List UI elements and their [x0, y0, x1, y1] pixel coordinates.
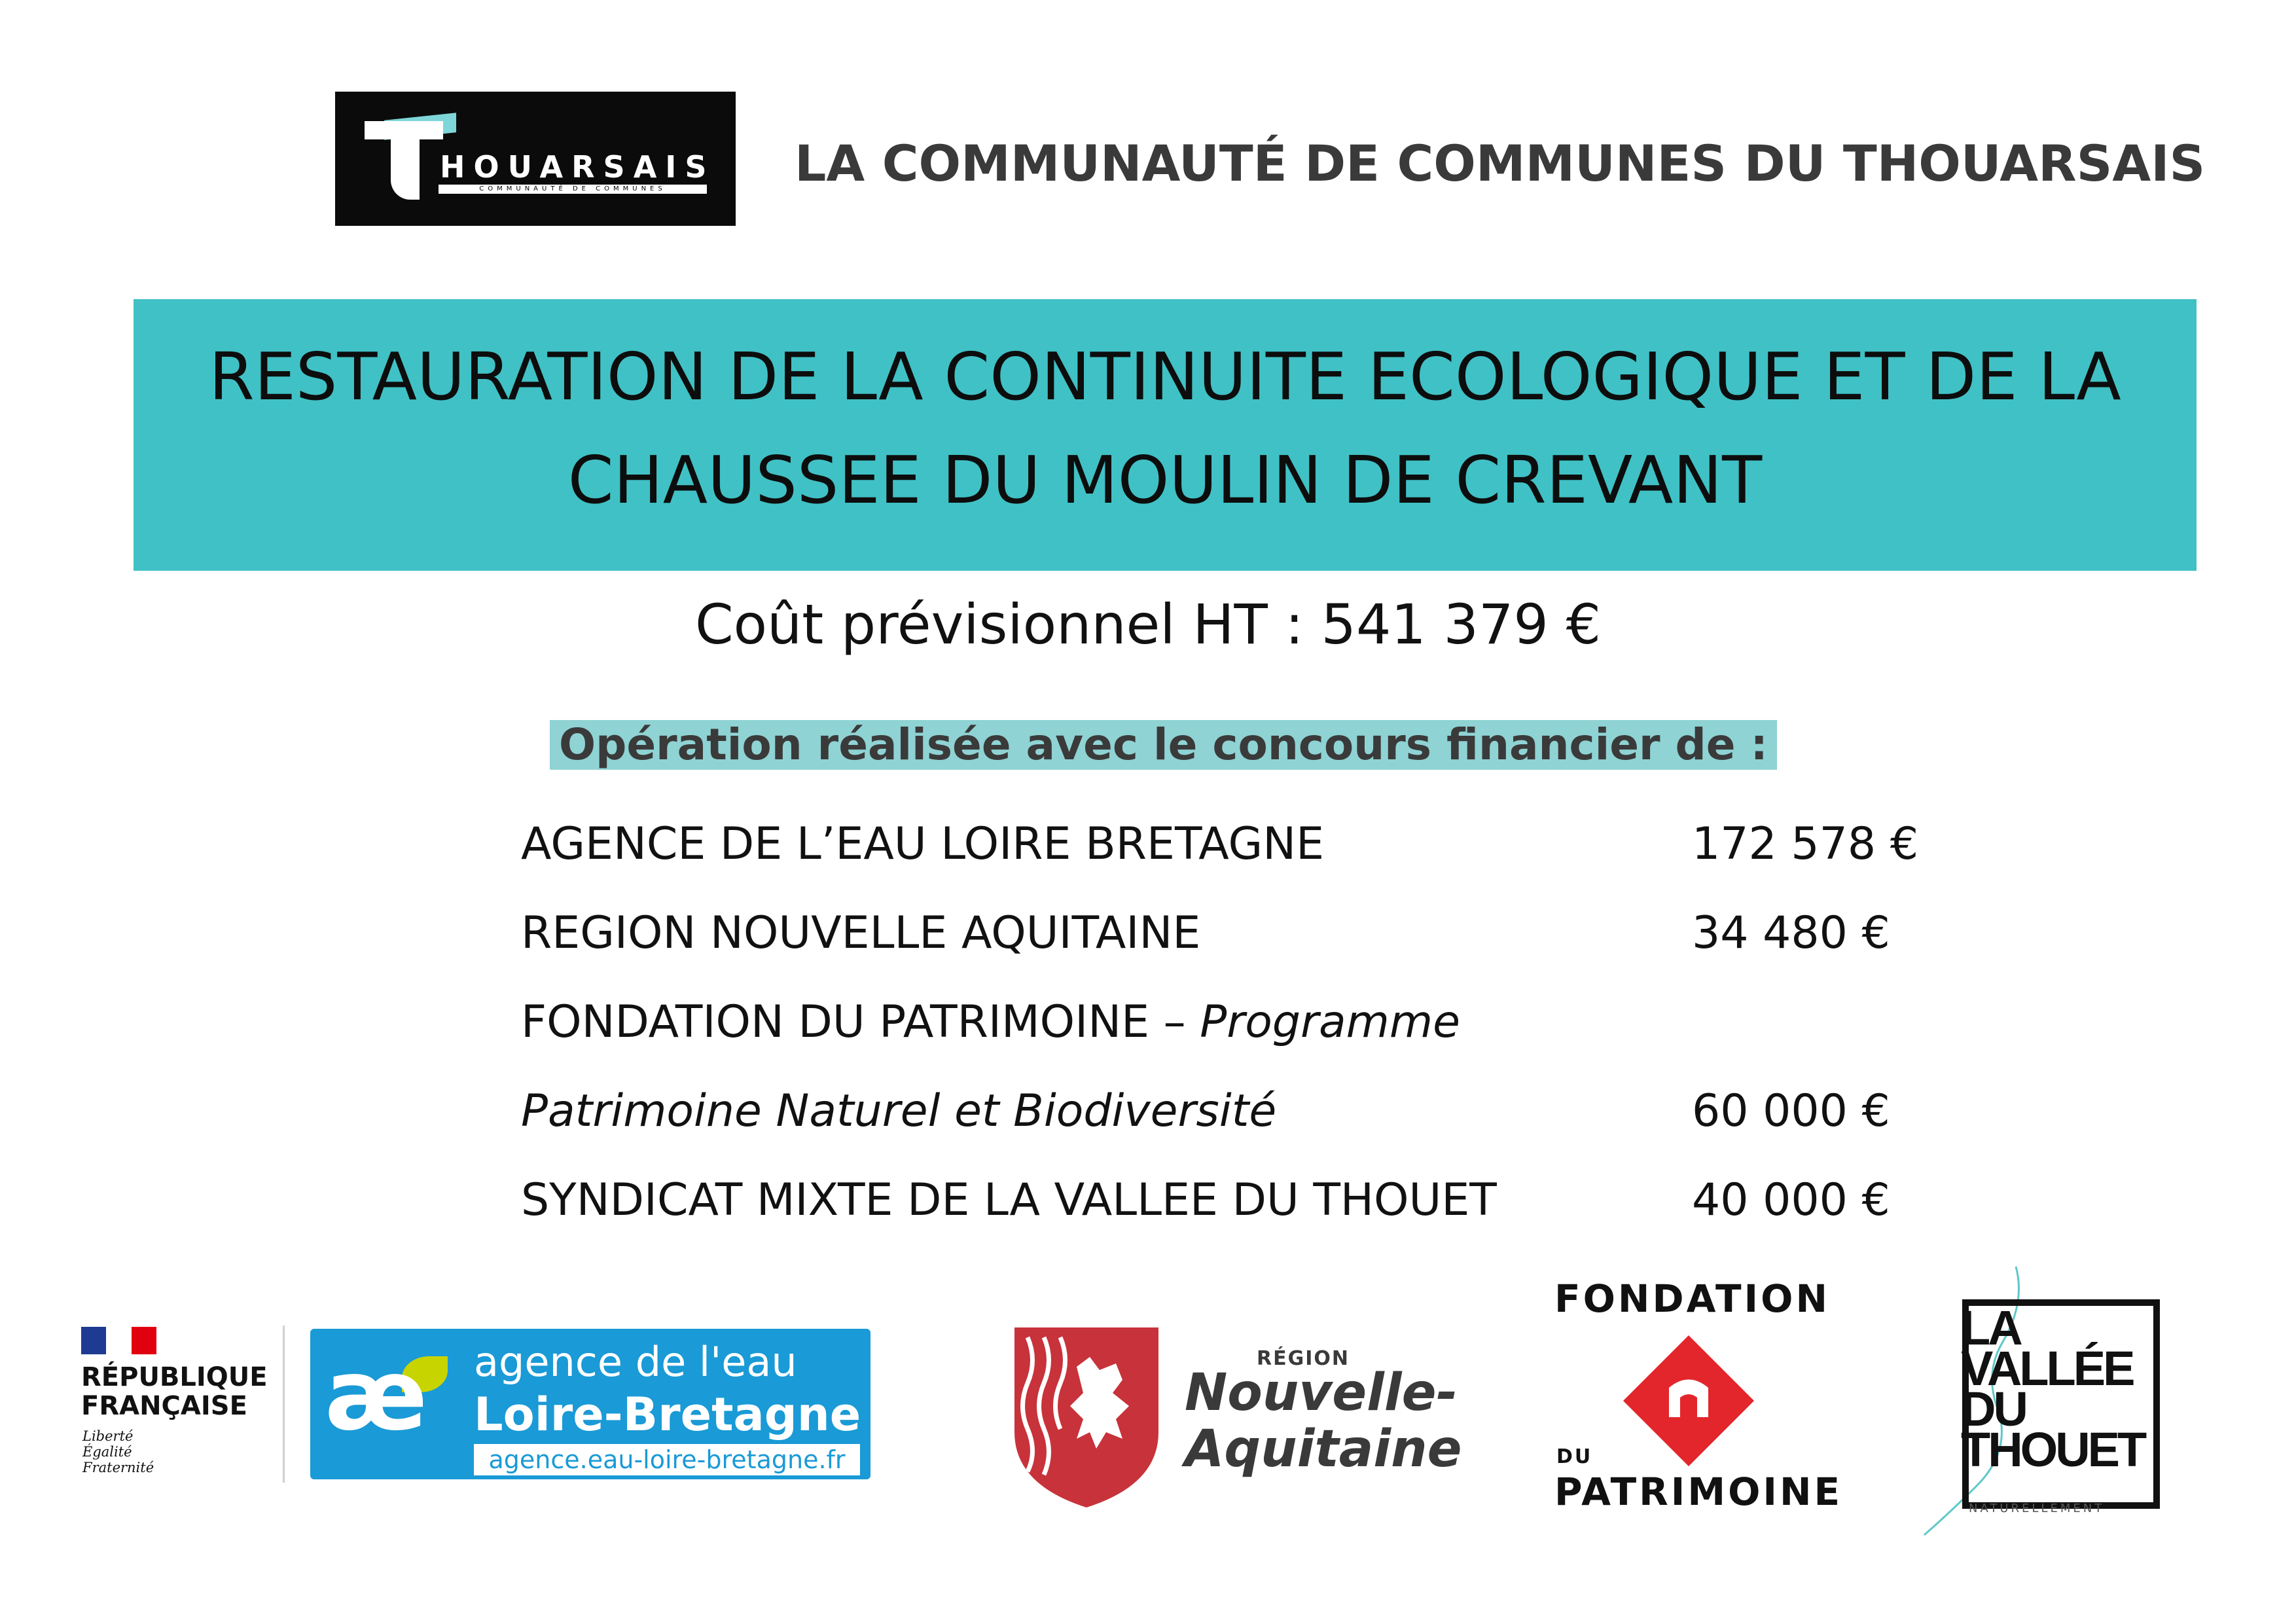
- logo-divider: [283, 1326, 285, 1483]
- agence-logo-line1: agence de l'eau: [474, 1338, 797, 1386]
- agence-de-leau-logo: [310, 1329, 870, 1479]
- funding-heading: Opération réalisée avec le concours financier de :: [550, 720, 1777, 770]
- fondation-logo-top: FONDATION: [1554, 1276, 1830, 1321]
- logo-subline: COMMUNAUTÉ DE COMMUNES: [439, 185, 707, 194]
- agence-logo-line2: Loire-Bretagne: [474, 1388, 861, 1441]
- republique-francaise-motto: Liberté Égalité Fraternité: [82, 1428, 154, 1475]
- funder-name: REGION NOUVELLE AQUITAINE: [521, 907, 1201, 959]
- republique-francaise-flag-icon: [81, 1327, 156, 1354]
- ae-logo-glyph: æ: [325, 1339, 428, 1453]
- logo-t-bar: [365, 121, 443, 139]
- funder-name-continued: Patrimoine Naturel et Biodiversité: [521, 1085, 1277, 1137]
- region-shield-icon: [1008, 1321, 1165, 1511]
- vallee-du-thouet-logo-text: LA VALLÉE DU THOUET: [1961, 1301, 2145, 1477]
- funder-amount: 172 578 €: [1692, 818, 1919, 870]
- agence-logo-url: agence.eau-loire-bretagne.fr: [474, 1444, 860, 1475]
- banner-title-line-2: CHAUSSEE DU MOULIN DE CREVANT: [567, 442, 1763, 518]
- fondation-logo-bottom: PATRIMOINE: [1554, 1470, 1843, 1514]
- banner-title-line-1: RESTAURATION DE LA CONTINUITE ECOLOGIQUE ET DE LA: [209, 338, 2121, 415]
- title-banner: [134, 299, 2197, 571]
- funder-name: SYNDICAT MIXTE DE LA VALLEE DU THOUET: [521, 1174, 1497, 1226]
- logo-word: HOUARSAIS: [440, 149, 715, 185]
- region-name: Nouvelle- Aquitaine: [1185, 1363, 1462, 1479]
- funder-name: AGENCE DE L’EAU LOIRE BRETAGNE: [521, 818, 1325, 870]
- funder-amount: 34 480 €: [1692, 907, 1890, 959]
- region-small-label: RÉGION: [1257, 1347, 1350, 1370]
- estimated-cost: Coût prévisionnel HT : 541 379 €: [694, 592, 1602, 657]
- funder-amount: 60 000 €: [1692, 1085, 1890, 1137]
- vallee-du-thouet-tagline: NATURELLEMENT: [1969, 1502, 2105, 1515]
- fondation-logo-du: DU: [1556, 1445, 1593, 1468]
- republique-francaise-logo-text: RÉPUBLIQUE FRANÇAISE: [81, 1362, 268, 1421]
- thouarsais-logo: [335, 92, 736, 226]
- org-title: LA COMMUNAUTÉ DE COMMUNES DU THOUARSAIS: [795, 134, 2206, 192]
- funder-name: FONDATION DU PATRIMOINE – Programme: [521, 996, 1460, 1048]
- logo-t-stem: [391, 137, 420, 200]
- fondation-diamond-icon: [1620, 1332, 1757, 1470]
- funder-amount: 40 000 €: [1692, 1174, 1890, 1226]
